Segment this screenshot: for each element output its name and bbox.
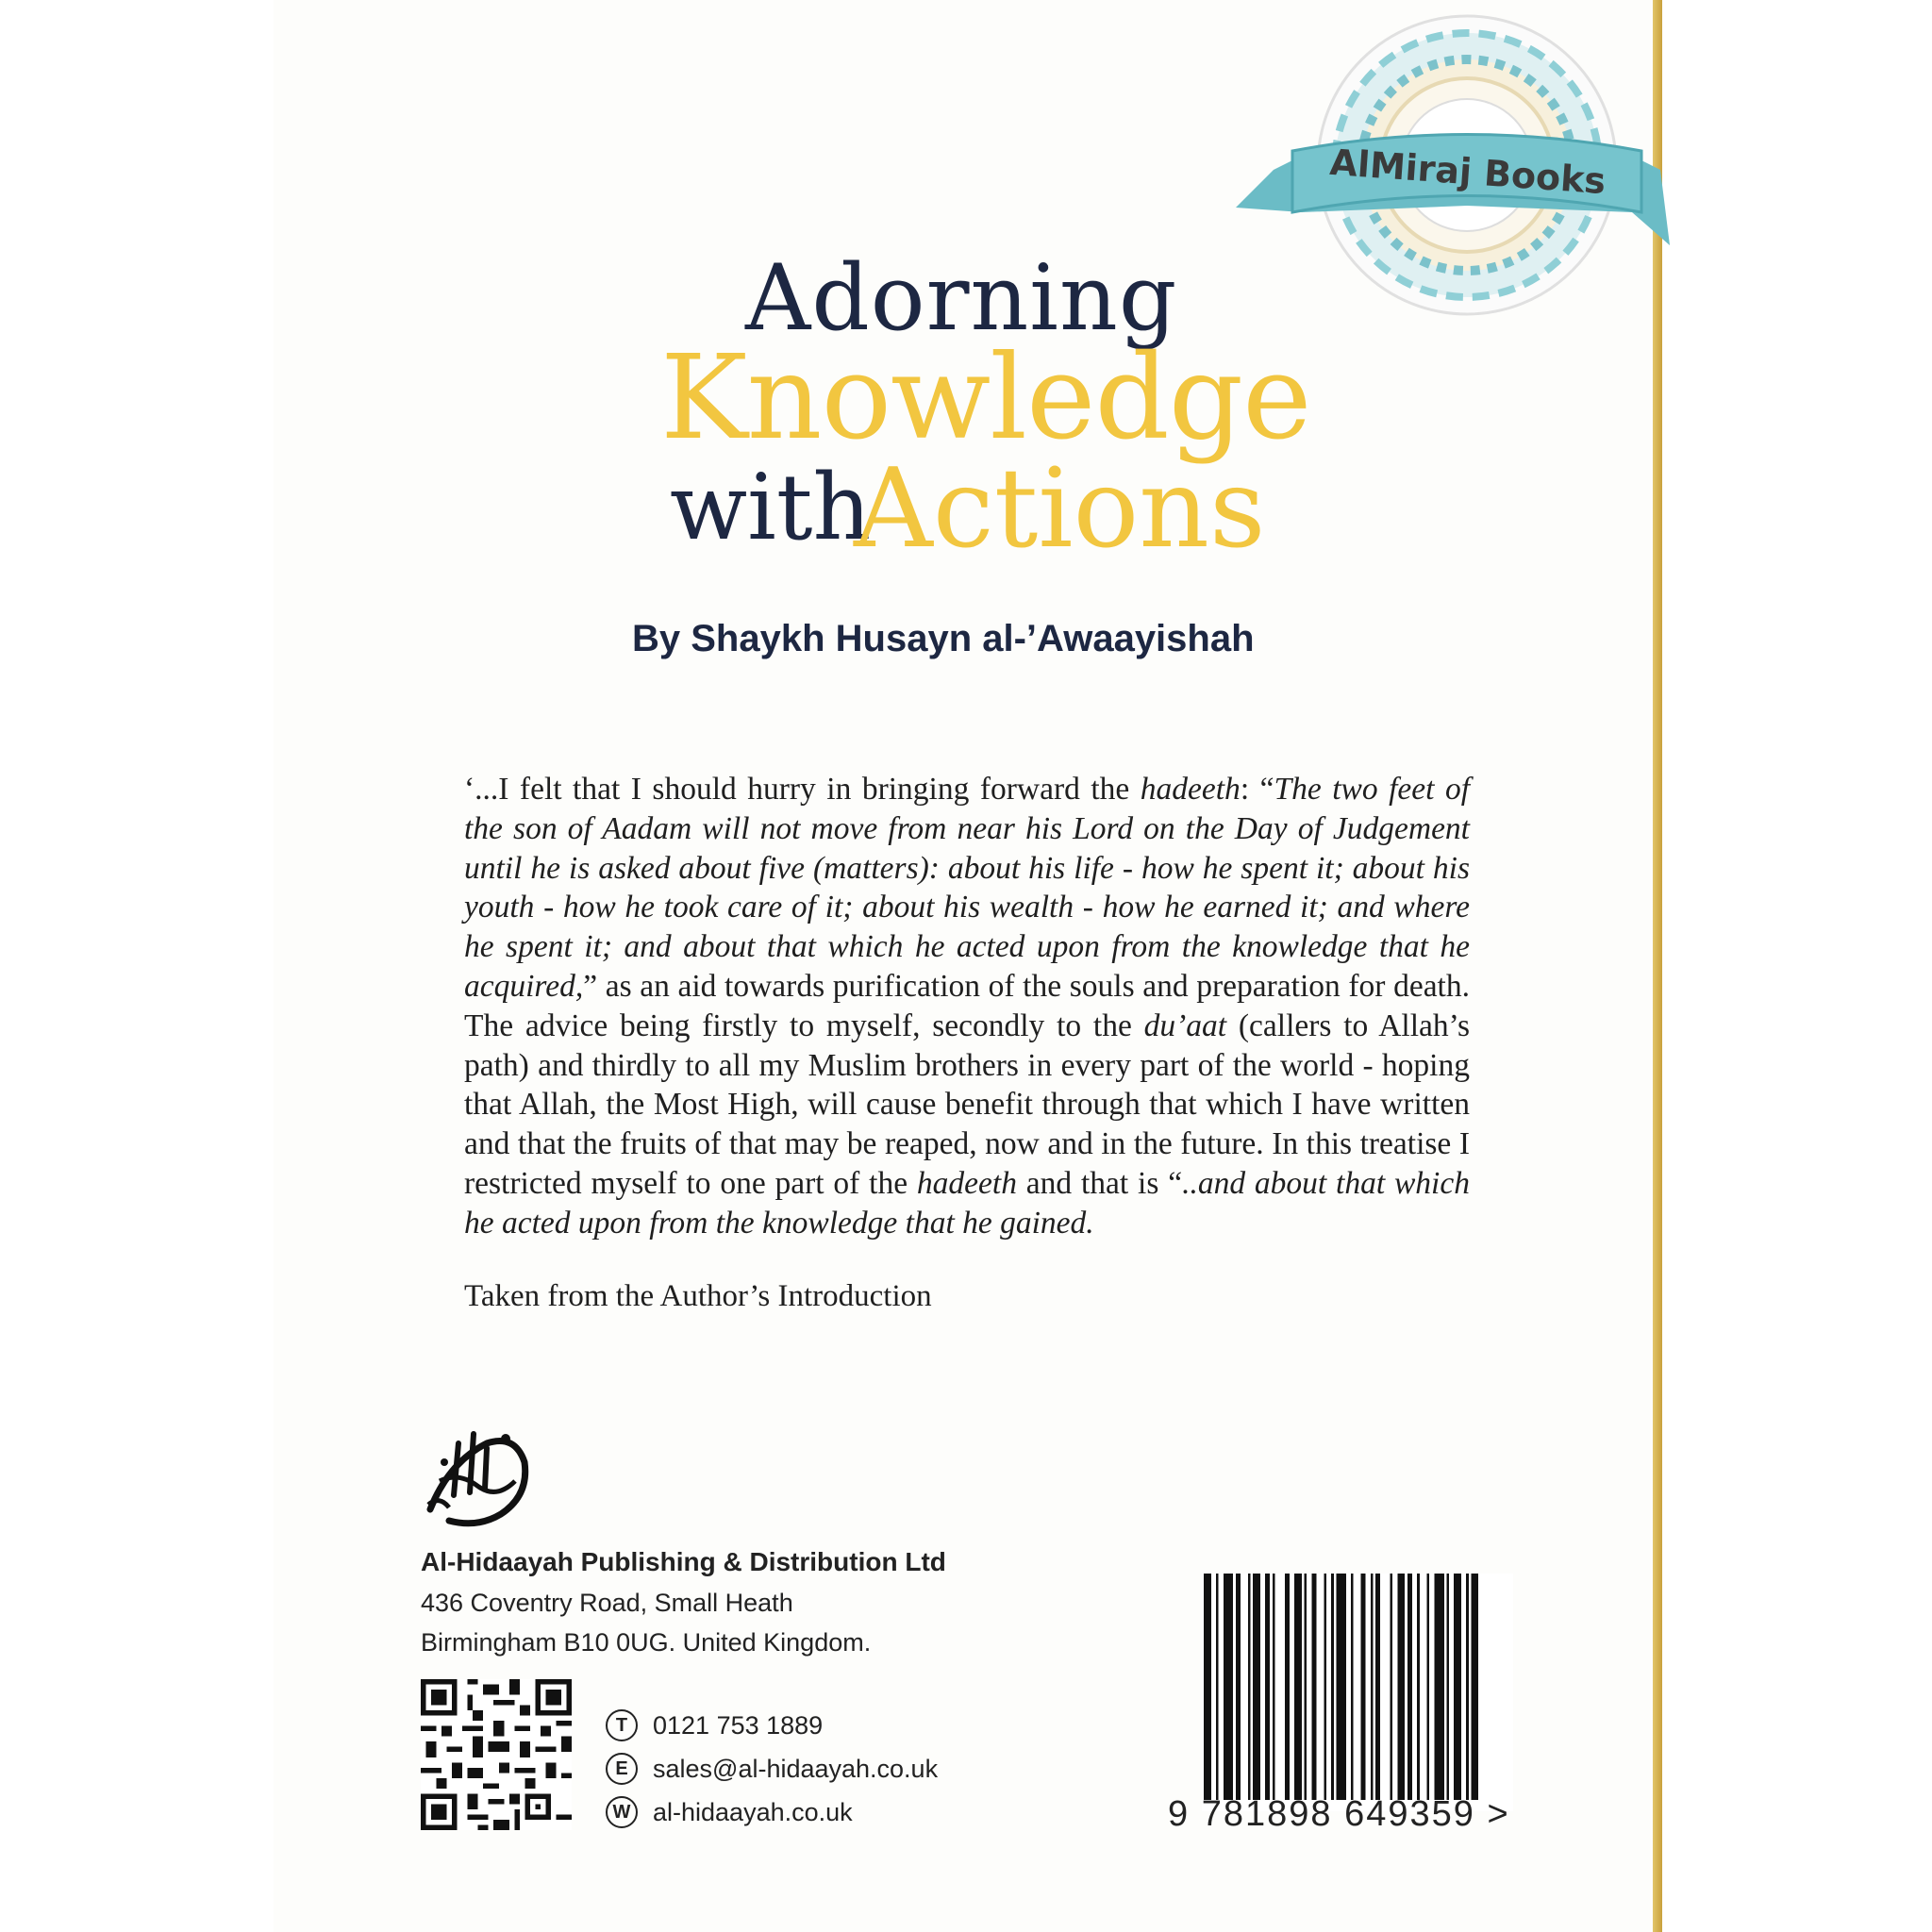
publisher-address-line1: 436 Coventry Road, Small Heath [421, 1589, 793, 1617]
title-word-with: with [670, 455, 872, 560]
contact-website [606, 1796, 853, 1828]
publisher-name: Al-Hidaayah Publishing & Distribution Ltd [421, 1547, 946, 1576]
title-line-knowledge: Knowledge [660, 330, 1311, 466]
quote-source: Taken from the Author’s Introduction [464, 1279, 932, 1313]
phone-icon: T [606, 1709, 638, 1741]
web-icon: W [606, 1796, 638, 1828]
telephone-value: 0121 753 1889 [653, 1710, 824, 1740]
contact-email [606, 1753, 938, 1785]
publisher-calligraphy-logo [411, 1406, 543, 1538]
author-line: By Shaykh Husayn al-’Awaayishah [632, 618, 1255, 659]
qr-code [421, 1679, 572, 1830]
isbn-barcode [1202, 1574, 1513, 1811]
title-line-adorning: Adorning [745, 245, 1178, 351]
badge-text: AlMiraj Books [1328, 141, 1607, 203]
book-title [641, 245, 1311, 573]
publisher-address-line2: Birmingham B10 0UG. United Kingdom. [421, 1628, 872, 1657]
contact-telephone [606, 1709, 823, 1741]
email-value: sales@al-hidaayah.co.uk [653, 1754, 939, 1783]
isbn-number: 9 781898 649359 > [1168, 1794, 1510, 1834]
email-icon: E [606, 1753, 638, 1785]
website-value: al-hidaayah.co.uk [653, 1797, 853, 1826]
title-word-actions: Actions [854, 445, 1266, 573]
blurb-quote: ‘...I felt that I should hurry in bringing forward the hadeeth: “The two feet of the son of Aadam will not move from near his Lord on the Day of Judgement until he is asked about five (matters): about his life - how he spent it; about his youth - how he took care of it; about his wealth - how he earned it; and where he spent it; and about that which he acted upon from the knowledge that he acquired,” as an aid towards purification of the souls and preparation for death. The advice being firstly to myself, secondly to the du’aat (callers to Allah’s path) and thirdly to all my Muslim brothers in every part of the world - hoping that Allah, the Most High, will cause benefit through that which I have written and that the fruits of that may be reaped, now and in the future. In this treatise I restricted myself to one part of the hadeeth and that is “..and about that which he acted upon from the knowledge that he gained. [464, 772, 1471, 1241]
